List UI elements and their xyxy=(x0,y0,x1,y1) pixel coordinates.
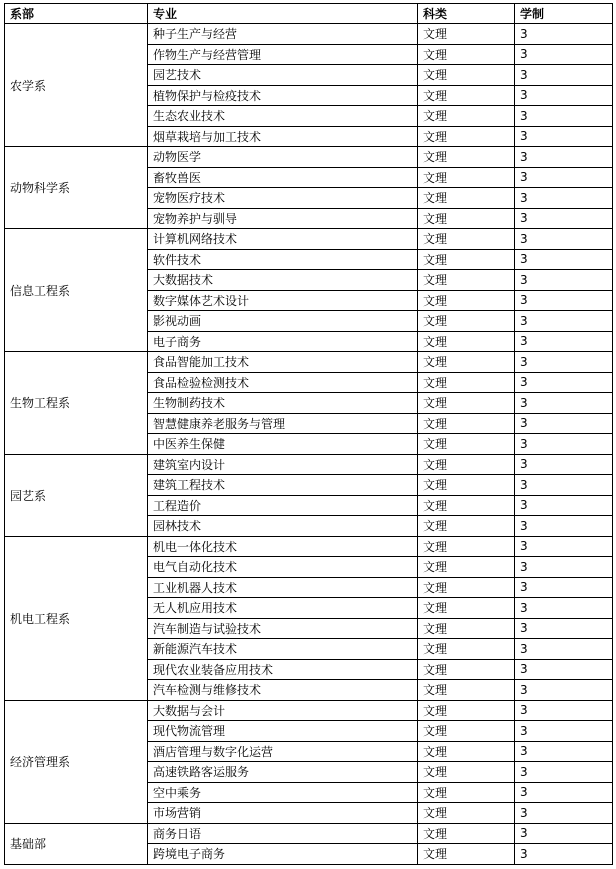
major-name: 建筑室内设计 xyxy=(148,454,418,475)
category-cell: 文理 xyxy=(418,44,515,65)
years-cell: 3 xyxy=(515,557,613,578)
header-category: 科类 xyxy=(418,4,515,24)
years-cell: 3 xyxy=(515,290,613,311)
years-cell: 3 xyxy=(515,516,613,537)
major-name: 软件技术 xyxy=(148,249,418,270)
category-cell: 文理 xyxy=(418,352,515,373)
table-row xyxy=(5,823,613,844)
major-name: 影视动画 xyxy=(148,311,418,332)
category-cell: 文理 xyxy=(418,803,515,824)
major-name: 酒店管理与数字化运营 xyxy=(148,741,418,762)
category-cell: 文理 xyxy=(418,85,515,106)
category-cell: 文理 xyxy=(418,372,515,393)
years-cell: 3 xyxy=(515,680,613,701)
major-name: 现代物流管理 xyxy=(148,721,418,742)
major-name: 畜牧兽医 xyxy=(148,167,418,188)
major-name: 工业机器人技术 xyxy=(148,577,418,598)
department-name: 基础部 xyxy=(5,823,148,864)
category-cell: 文理 xyxy=(418,659,515,680)
major-name: 无人机应用技术 xyxy=(148,598,418,619)
years-cell: 3 xyxy=(515,393,613,414)
category-cell: 文理 xyxy=(418,741,515,762)
years-cell: 3 xyxy=(515,44,613,65)
category-cell: 文理 xyxy=(418,762,515,783)
years-cell: 3 xyxy=(515,331,613,352)
major-name: 食品智能加工技术 xyxy=(148,352,418,373)
major-name: 园林技术 xyxy=(148,516,418,537)
years-cell: 3 xyxy=(515,823,613,844)
category-cell: 文理 xyxy=(418,311,515,332)
major-name: 食品检验检测技术 xyxy=(148,372,418,393)
major-name: 建筑工程技术 xyxy=(148,475,418,496)
category-cell: 文理 xyxy=(418,270,515,291)
category-cell: 文理 xyxy=(418,249,515,270)
department-name: 信息工程系 xyxy=(5,229,148,352)
major-name: 计算机网络技术 xyxy=(148,229,418,250)
category-cell: 文理 xyxy=(418,618,515,639)
years-cell: 3 xyxy=(515,639,613,660)
years-cell: 3 xyxy=(515,85,613,106)
years-cell: 3 xyxy=(515,577,613,598)
major-name: 市场营销 xyxy=(148,803,418,824)
department-name: 经济管理系 xyxy=(5,700,148,823)
years-cell: 3 xyxy=(515,372,613,393)
category-cell: 文理 xyxy=(418,331,515,352)
years-cell: 3 xyxy=(515,844,613,865)
major-name: 高速铁路客运服务 xyxy=(148,762,418,783)
years-cell: 3 xyxy=(515,126,613,147)
department-name: 园艺系 xyxy=(5,454,148,536)
years-cell: 3 xyxy=(515,598,613,619)
major-name: 汽车检测与维修技术 xyxy=(148,680,418,701)
category-cell: 文理 xyxy=(418,557,515,578)
major-name: 园艺技术 xyxy=(148,65,418,86)
major-name: 商务日语 xyxy=(148,823,418,844)
category-cell: 文理 xyxy=(418,495,515,516)
years-cell: 3 xyxy=(515,249,613,270)
major-name: 动物医学 xyxy=(148,147,418,168)
years-cell: 3 xyxy=(515,782,613,803)
years-cell: 3 xyxy=(515,700,613,721)
major-name: 种子生产与经营 xyxy=(148,24,418,45)
major-name: 植物保护与检疫技术 xyxy=(148,85,418,106)
table-body xyxy=(5,24,613,865)
major-name: 作物生产与经营管理 xyxy=(148,44,418,65)
category-cell: 文理 xyxy=(418,393,515,414)
category-cell: 文理 xyxy=(418,598,515,619)
category-cell: 文理 xyxy=(418,208,515,229)
department-name: 机电工程系 xyxy=(5,536,148,700)
category-cell: 文理 xyxy=(418,65,515,86)
table-row xyxy=(5,700,613,721)
major-name: 生物制药技术 xyxy=(148,393,418,414)
major-name: 烟草栽培与加工技术 xyxy=(148,126,418,147)
category-cell: 文理 xyxy=(418,721,515,742)
header-major: 专业 xyxy=(148,4,418,24)
years-cell: 3 xyxy=(515,721,613,742)
category-cell: 文理 xyxy=(418,475,515,496)
major-name: 电气自动化技术 xyxy=(148,557,418,578)
category-cell: 文理 xyxy=(418,454,515,475)
years-cell: 3 xyxy=(515,803,613,824)
years-cell: 3 xyxy=(515,762,613,783)
years-cell: 3 xyxy=(515,311,613,332)
category-cell: 文理 xyxy=(418,844,515,865)
category-cell: 文理 xyxy=(418,516,515,537)
table-row xyxy=(5,229,613,250)
category-cell: 文理 xyxy=(418,106,515,127)
header-department: 系部 xyxy=(5,4,148,24)
major-name: 跨境电子商务 xyxy=(148,844,418,865)
table-row xyxy=(5,24,613,45)
category-cell: 文理 xyxy=(418,536,515,557)
majors-table xyxy=(4,3,613,865)
category-cell: 文理 xyxy=(418,639,515,660)
category-cell: 文理 xyxy=(418,290,515,311)
category-cell: 文理 xyxy=(418,434,515,455)
years-cell: 3 xyxy=(515,413,613,434)
table-row xyxy=(5,454,613,475)
header-years: 学制 xyxy=(515,4,613,24)
major-name: 中医养生保健 xyxy=(148,434,418,455)
major-name: 大数据与会计 xyxy=(148,700,418,721)
department-name: 农学系 xyxy=(5,24,148,147)
department-name: 生物工程系 xyxy=(5,352,148,455)
years-cell: 3 xyxy=(515,188,613,209)
table-row xyxy=(5,147,613,168)
years-cell: 3 xyxy=(515,147,613,168)
category-cell: 文理 xyxy=(418,229,515,250)
years-cell: 3 xyxy=(515,270,613,291)
major-name: 新能源汽车技术 xyxy=(148,639,418,660)
major-name: 工程造价 xyxy=(148,495,418,516)
years-cell: 3 xyxy=(515,741,613,762)
years-cell: 3 xyxy=(515,659,613,680)
major-name: 宠物医疗技术 xyxy=(148,188,418,209)
major-name: 数字媒体艺术设计 xyxy=(148,290,418,311)
category-cell: 文理 xyxy=(418,126,515,147)
department-name: 动物科学系 xyxy=(5,147,148,229)
category-cell: 文理 xyxy=(418,147,515,168)
category-cell: 文理 xyxy=(418,24,515,45)
major-name: 宠物养护与驯导 xyxy=(148,208,418,229)
major-name: 生态农业技术 xyxy=(148,106,418,127)
years-cell: 3 xyxy=(515,454,613,475)
major-name: 机电一体化技术 xyxy=(148,536,418,557)
category-cell: 文理 xyxy=(418,680,515,701)
years-cell: 3 xyxy=(515,24,613,45)
years-cell: 3 xyxy=(515,352,613,373)
years-cell: 3 xyxy=(515,536,613,557)
major-name: 大数据技术 xyxy=(148,270,418,291)
category-cell: 文理 xyxy=(418,188,515,209)
years-cell: 3 xyxy=(515,495,613,516)
table-row xyxy=(5,352,613,373)
years-cell: 3 xyxy=(515,208,613,229)
major-name: 汽车制造与试验技术 xyxy=(148,618,418,639)
years-cell: 3 xyxy=(515,618,613,639)
years-cell: 3 xyxy=(515,475,613,496)
years-cell: 3 xyxy=(515,434,613,455)
major-name: 现代农业装备应用技术 xyxy=(148,659,418,680)
category-cell: 文理 xyxy=(418,700,515,721)
major-name: 智慧健康养老服务与管理 xyxy=(148,413,418,434)
major-name: 空中乘务 xyxy=(148,782,418,803)
years-cell: 3 xyxy=(515,106,613,127)
years-cell: 3 xyxy=(515,65,613,86)
header-row xyxy=(5,4,613,24)
years-cell: 3 xyxy=(515,167,613,188)
category-cell: 文理 xyxy=(418,413,515,434)
years-cell: 3 xyxy=(515,229,613,250)
category-cell: 文理 xyxy=(418,577,515,598)
category-cell: 文理 xyxy=(418,782,515,803)
major-name: 电子商务 xyxy=(148,331,418,352)
table-row xyxy=(5,536,613,557)
category-cell: 文理 xyxy=(418,167,515,188)
category-cell: 文理 xyxy=(418,823,515,844)
